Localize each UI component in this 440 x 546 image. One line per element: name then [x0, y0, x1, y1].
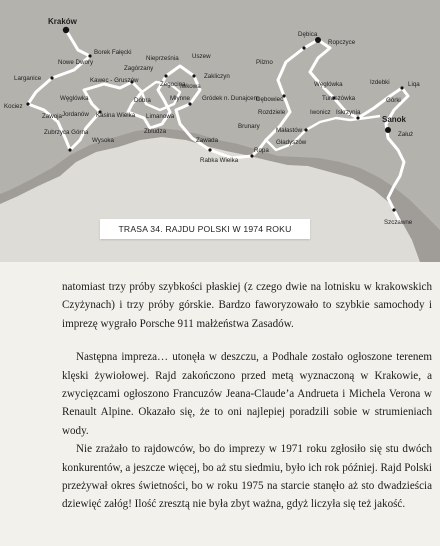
route-point: [250, 154, 253, 157]
city-label: Borek Fałęcki: [94, 49, 132, 56]
city-label: Zagórzany: [124, 65, 154, 72]
city-label: Małastów: [276, 127, 303, 134]
city-label: Gródek n. Dunajcem: [202, 95, 259, 102]
city-label: Dębowiec: [256, 96, 284, 103]
city-label: Iwonicz: [310, 109, 331, 116]
city-label: Brunary: [238, 123, 260, 130]
city-label: Uszew: [192, 53, 211, 60]
sanok-marker: [385, 127, 391, 133]
route-point: [68, 148, 71, 151]
city-label: Kawec - Gruszów: [90, 77, 139, 84]
route-point: [304, 128, 307, 131]
city-label: Nowe Dwory: [58, 59, 94, 66]
krakow-marker: [63, 27, 69, 33]
city-label: Iwkowa: [180, 83, 201, 90]
city-label: Górki: [386, 97, 401, 104]
city-label: Zawada: [196, 137, 219, 144]
route-point: [208, 148, 211, 151]
paragraph: Następna impreza… utonęła w deszczu, a Podhale zostało ogłoszone terenem klęski żywiołowej. Rajd zakończono przed metą wyznaczoną w Krakowie, a zwycięzcami ogłoszono Francuzów Jeana-Claude’a Andrueta i Michela Verona w Renault Alpine. Okazało się, że to oni najlepiej poradzili sobie w strumieniach wody.: [62, 351, 432, 437]
city-label: Izdebki: [370, 79, 390, 86]
city-label: Ropa: [254, 147, 269, 154]
city-label: Żegocina: [160, 81, 186, 88]
city-label: Turaszówka: [322, 95, 356, 102]
city-label: Zawoja: [42, 113, 62, 120]
route-point: [400, 86, 403, 89]
city-label: Kociez: [4, 103, 23, 110]
city-label: Zbludza: [144, 128, 167, 135]
route-point: [26, 102, 29, 105]
city-label: Liqa: [408, 81, 420, 88]
route-point: [302, 46, 305, 49]
city-label: Kraków: [48, 17, 77, 26]
city-label: Pilzno: [256, 59, 273, 66]
city-label: Larganice: [14, 75, 42, 82]
city-label: Ropczyce: [328, 39, 356, 46]
city-label: Limanowa: [146, 113, 175, 120]
city-label: Dobra: [134, 97, 151, 104]
route-point: [392, 208, 395, 211]
city-label: Wysoka: [92, 137, 114, 144]
city-label: Kasina Wielka: [96, 112, 136, 119]
city-label: Dębica: [298, 31, 318, 38]
map-caption: TRASA 34. RAJDU POLSKI W 1974 ROKU: [100, 219, 310, 239]
city-label: Załuż: [398, 131, 414, 138]
city-label: Gładyszów: [276, 139, 307, 146]
city-label: Iskrzynia: [336, 109, 361, 116]
city-label: Szczawne: [384, 219, 413, 226]
city-label: Młynne: [170, 95, 190, 102]
body-text: [62, 278, 432, 514]
city-label: Sanok: [382, 115, 407, 124]
route-point: [192, 74, 195, 77]
route-point: [188, 102, 191, 105]
city-label: Zakliczyn: [204, 73, 230, 80]
paragraph: natomiast trzy próby szybkości płaskiej (z czego dwie na lotnisku w krakowskich Czyżynach) i trzy próby górskie. Bardzo faworyzowało to szybkie samochody i imprezę wygrało Porsche 911 małżeństwa Zasadów.: [62, 281, 432, 330]
route-point: [356, 116, 359, 119]
route-point: [88, 54, 91, 57]
paragraph: Nie zrażało to rajdowców, bo do imprezy w 1971 roku zgłosiło się stu dwóch konkurentów, a jeszcze więcej, bo aż stu siedmiu, było ich rok później. Rajd Polski przeżywał okres świetności, bo w roku 1975 na starcie stanęło aż sto dwadzieścia dziewięć załóg! Ilość zresztą nie była zbyt ważna, gdyż liczyła się też jakość.: [62, 443, 432, 511]
city-label: Węglówka: [314, 81, 343, 88]
city-label: Rabka Wielka: [200, 157, 239, 164]
city-label: Jordanów: [62, 111, 89, 118]
city-label: Nieprześnia: [146, 55, 179, 62]
route-point: [164, 74, 167, 77]
city-label: Węglówka: [60, 95, 89, 102]
city-label: Zubrzyca Górna: [44, 129, 89, 136]
route-point: [50, 76, 53, 79]
city-label: Rozdziele: [258, 109, 286, 116]
